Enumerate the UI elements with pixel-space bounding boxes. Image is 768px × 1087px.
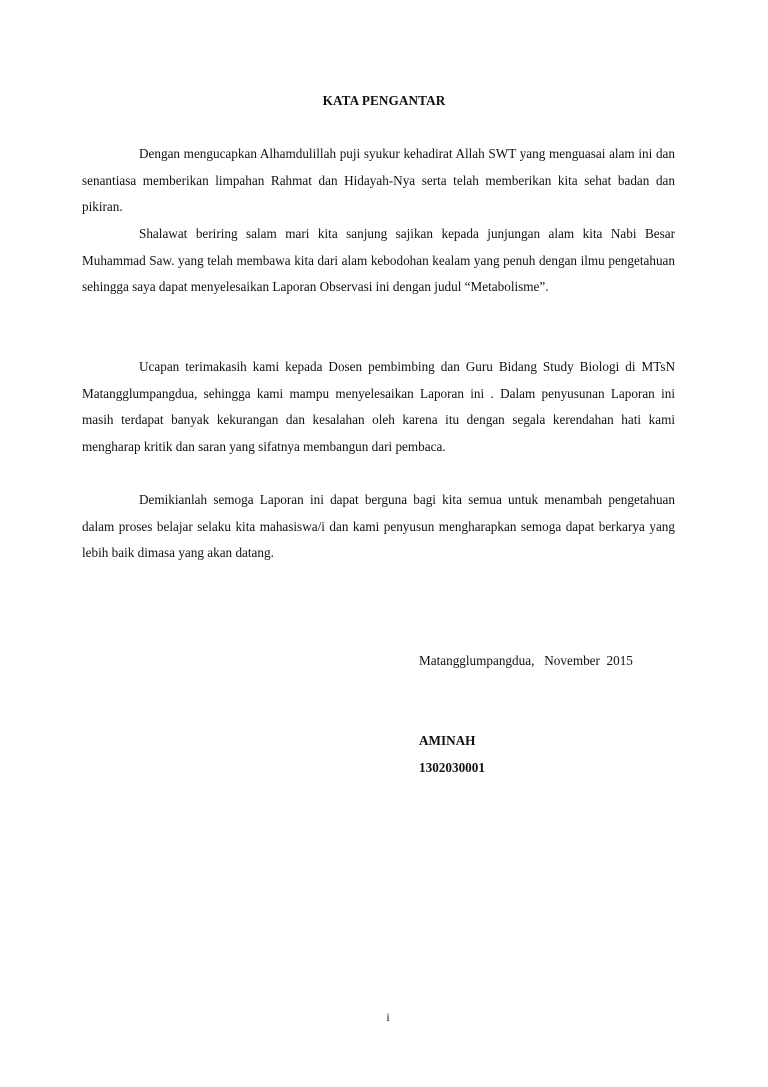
signature-name: AMINAH	[419, 733, 476, 748]
paragraph-opening: Dengan mengucapkan Alhamdulillah puji syukur kehadirat Allah SWT yang menguasai alam ini dan senantiasa memberikan limpahan Rahmat dan Hidayah-Nya serta telah memberikan kita sehat badan dan pikiran.	[82, 146, 675, 214]
page-number: i	[386, 1010, 390, 1024]
signature-id-number: 1302030001	[419, 760, 485, 775]
paragraph-acknowledgement: Ucapan terimakasih kami kepada Dosen pembimbing dan Guru Bidang Study Biologi di MTsN Matangglumpangdua, sehingga kami mampu menyelesaikan Laporan ini . Dalam penyusunan Laporan ini masih terdapat banyak kekurangan dan kesalahan oleh karena itu dengan segala kerendahan hati kami mengharap kritik dan saran yang sifatnya membangun dari pembaca.	[82, 359, 675, 454]
page-title: KATA PENGANTAR	[322, 93, 446, 108]
paragraph-closing: Demikianlah semoga Laporan ini dapat berguna bagi kita semua untuk menambah pengetahuan dalam proses belajar selaku kita mahasiswa/i dan kami penyusun mengharapkan semoga dapat berkarya yang lebih baik dimasa yang akan datang.	[82, 492, 675, 560]
signature-place-date: Matangglumpangdua, November 2015	[419, 653, 633, 668]
paragraph-shalawat: Shalawat beriring salam mari kita sanjung sajikan kepada junjungan alam kita Nabi Besar Muhammad Saw. yang telah membawa kita dari alam kebodohan kealam yang penuh dengan ilmu pengetahuan sehingga saya dapat menyelesaikan Laporan Observasi ini dengan judul “Metabolisme”.	[82, 226, 675, 294]
